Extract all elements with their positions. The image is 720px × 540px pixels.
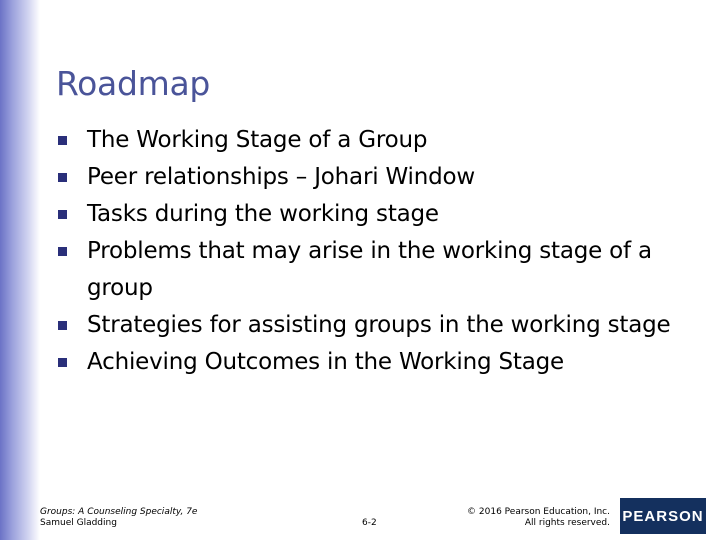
square-bullet-icon — [58, 321, 67, 330]
book-title: Groups: A Counseling Specialty, 7e — [40, 507, 198, 517]
square-bullet-icon — [58, 358, 67, 367]
square-bullet-icon — [58, 173, 67, 182]
bullet-text: The Working Stage of a Group — [87, 127, 428, 153]
bullet-item — [56, 307, 696, 344]
logo-text: PEARSON — [622, 507, 704, 525]
bullet-item — [56, 122, 696, 159]
bullet-item — [56, 233, 696, 307]
square-bullet-icon — [58, 136, 67, 145]
author-name: Samuel Gladding — [40, 518, 117, 528]
bullet-item — [56, 159, 696, 196]
bullet-text: Strategies for assisting groups in the working stage — [87, 312, 671, 338]
bullet-item — [56, 344, 696, 381]
slide-number: 6-2 — [362, 518, 377, 528]
bullet-text: Achieving Outcomes in the Working Stage — [87, 349, 564, 375]
left-gradient-band — [0, 0, 40, 540]
copyright-notice — [467, 507, 610, 529]
bullet-text: Peer relationships – Johari Window — [87, 164, 475, 190]
footer-book-info — [40, 507, 197, 529]
bullet-list — [56, 122, 696, 381]
bullet-text: Tasks during the working stage — [87, 201, 439, 227]
slide-title: Roadmap — [56, 64, 211, 103]
square-bullet-icon — [58, 210, 67, 219]
bullet-text: Problems that may arise in the working stage of a group — [87, 238, 652, 301]
bullet-item — [56, 196, 696, 233]
copyright-line: © 2016 Pearson Education, Inc. — [467, 507, 610, 517]
square-bullet-icon — [58, 247, 67, 256]
rights-line: All rights reserved. — [524, 518, 610, 528]
pearson-logo — [620, 498, 706, 534]
